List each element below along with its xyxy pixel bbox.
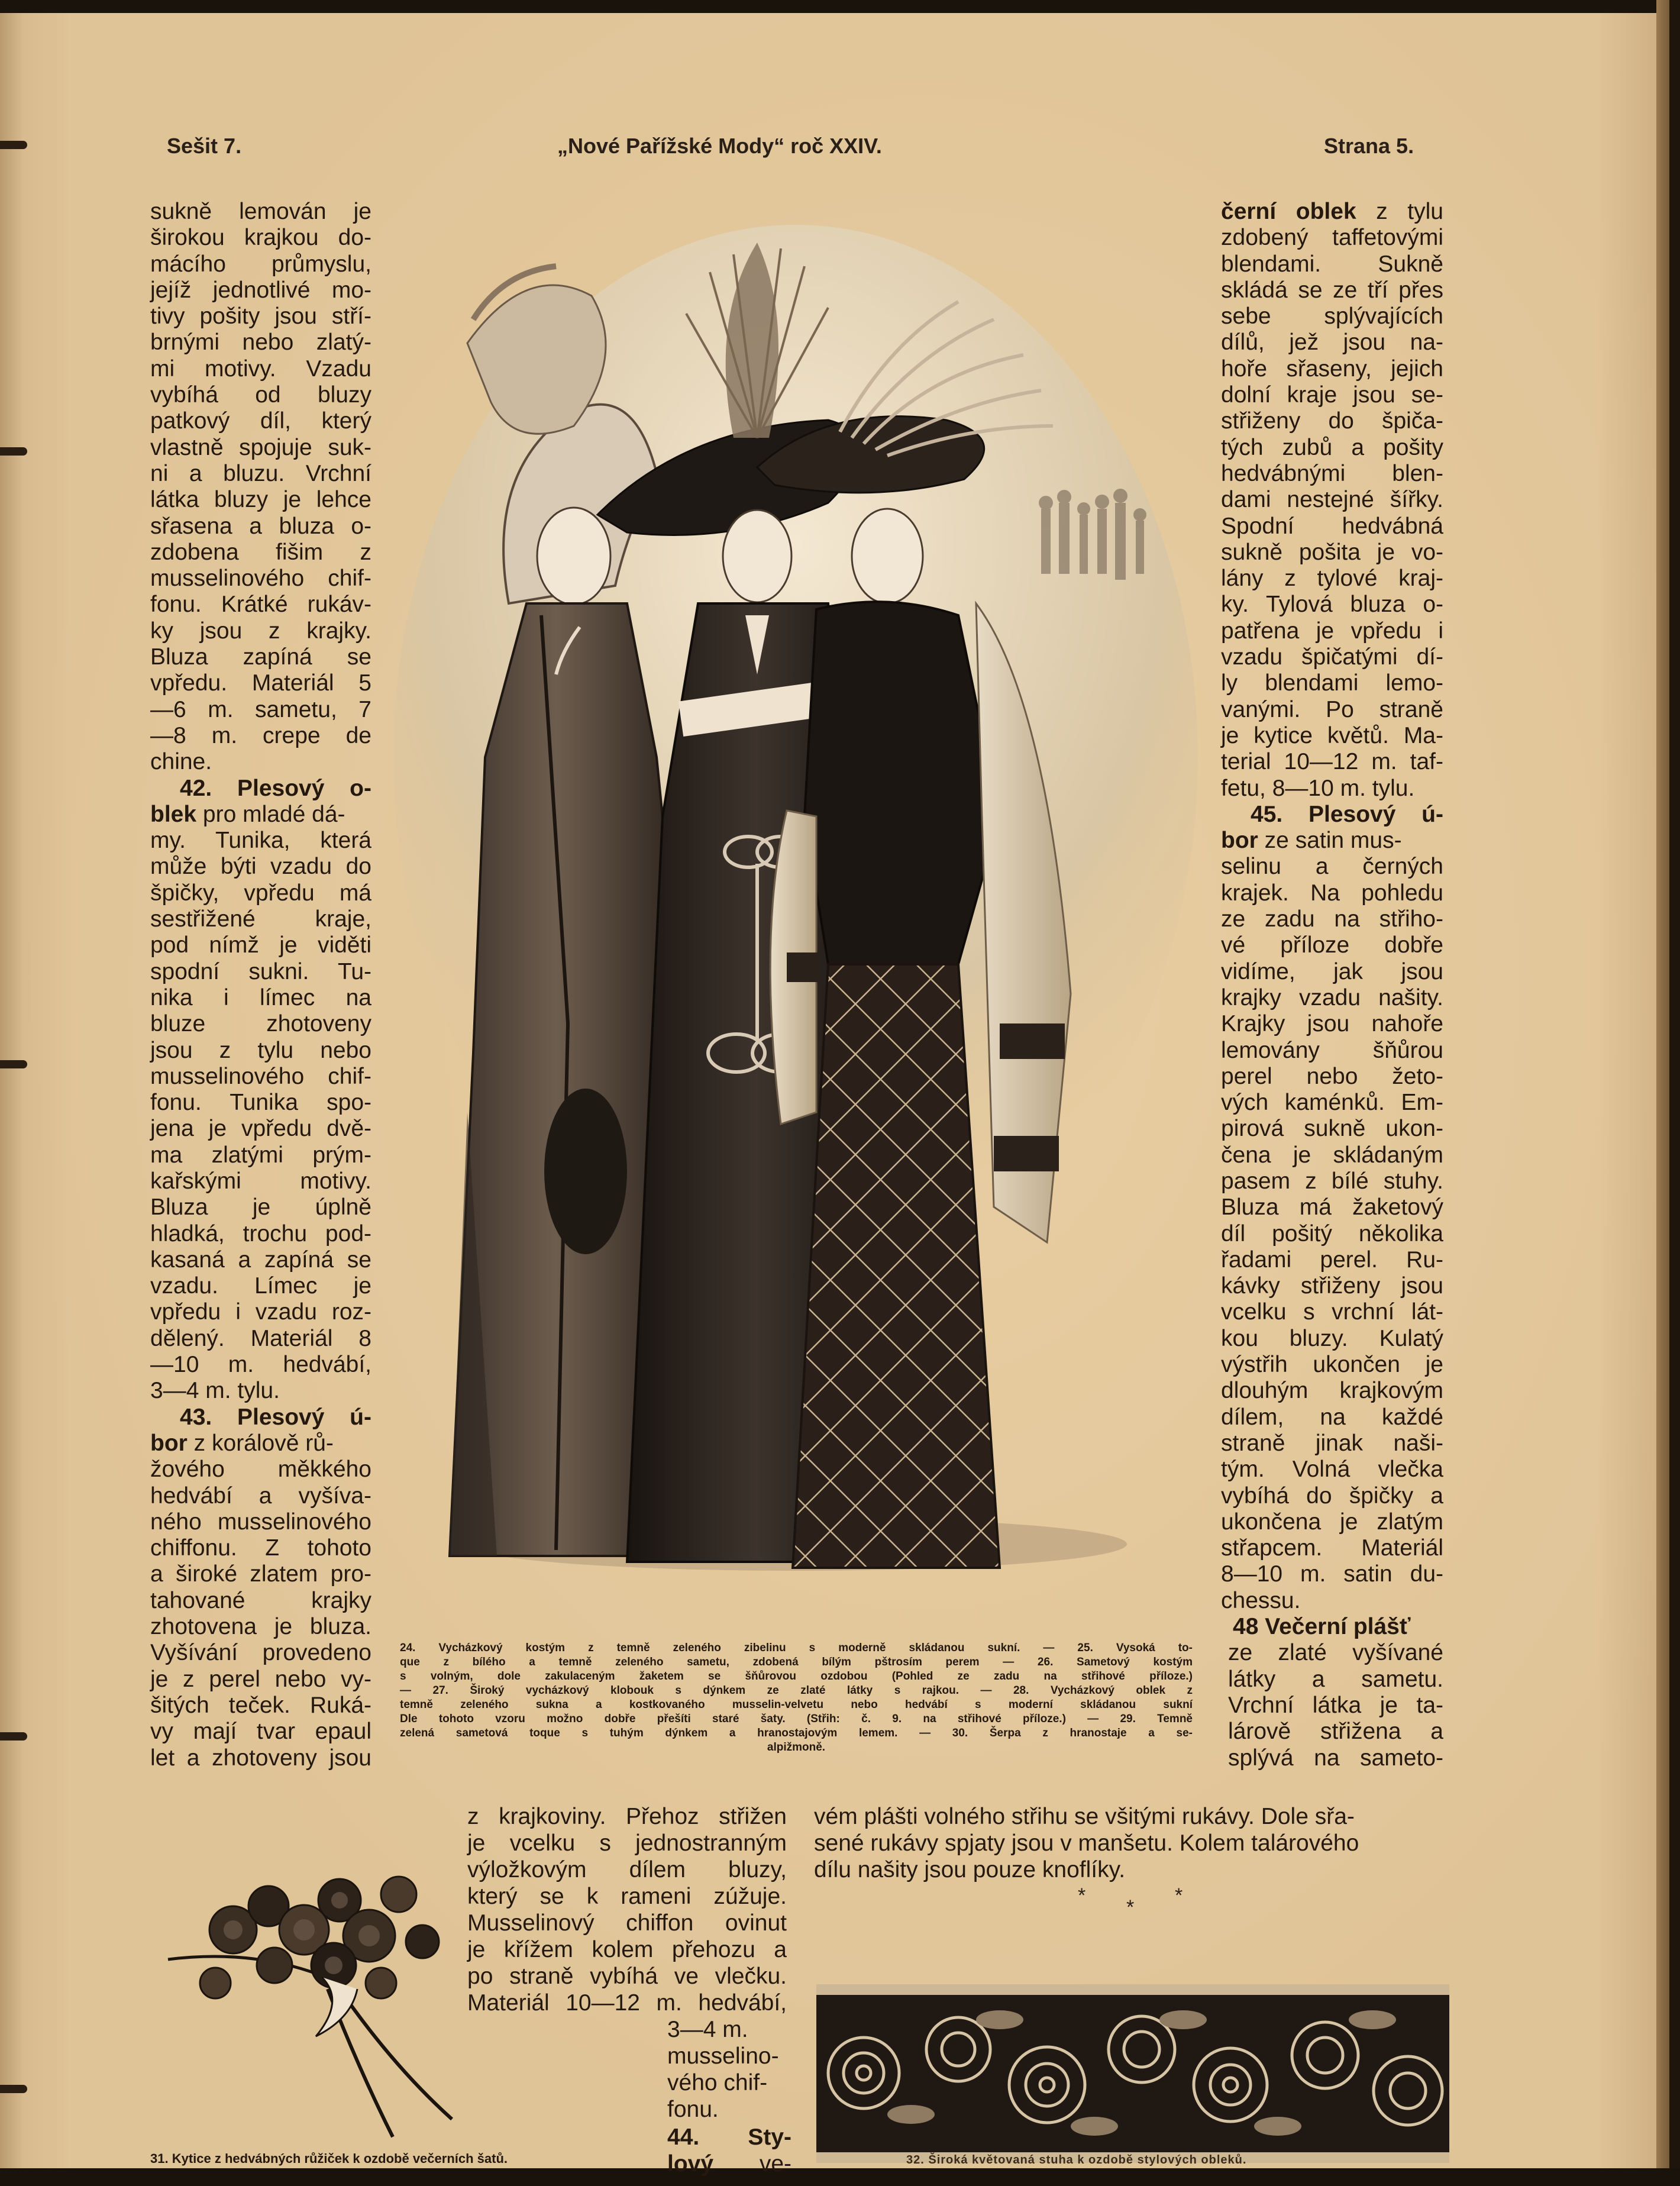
item-48-text xyxy=(1221,1640,1443,1771)
text-line: vé příloze dobře xyxy=(1221,932,1443,958)
text-line: díl pošitý několika xyxy=(1221,1220,1443,1247)
text-line: výložkovým dílem bluzy, xyxy=(467,1857,787,1883)
text-line: chiffonu. Z tohoto xyxy=(150,1535,371,1561)
text-line: tých zubů a pošity xyxy=(1221,434,1443,460)
text-line: čena je skládaným xyxy=(1221,1142,1443,1168)
text-line: šitých teček. Ruká- xyxy=(150,1692,371,1718)
text-line: dlouhým krajkovým xyxy=(1221,1378,1443,1404)
left-text-column xyxy=(150,199,371,1771)
text-line: je vcelku s jednostranným xyxy=(467,1830,787,1856)
text-line: dílem, na každé xyxy=(1221,1404,1443,1430)
text-line: vém plášti volného střihu se všitými rukávy. Dole sřa- xyxy=(814,1804,1355,1829)
text-line: vybíhá od bluzy xyxy=(150,382,371,408)
text-line: lány z tylové kraj- xyxy=(1221,566,1443,592)
text-line: nika i límec na xyxy=(150,984,371,1010)
item-44-heading: 44. Sty- lový ve- xyxy=(667,2124,791,2177)
item-45-text xyxy=(1221,854,1443,1614)
text-line: ného musselinového xyxy=(150,1509,371,1535)
text-line: —8 m. crepe de xyxy=(150,722,371,748)
section-divider-stars: * * * xyxy=(1078,1884,1183,1919)
text-line: spodní sukni. Tu- xyxy=(150,958,371,984)
caption-line: zelená sametová toque s tuhým dýnkem a hranostajovým lemem. — 30. Šerpa z hranostaje a se- xyxy=(400,1727,1193,1739)
item-43-heading-b: bor z korálově rů- xyxy=(150,1430,334,1456)
text-line: sukně pošita je vo- xyxy=(1221,539,1443,565)
header-issue: Sešit 7. xyxy=(167,134,242,158)
text-line: vzadu špičatými dí- xyxy=(1221,644,1443,670)
text-line: 3—4 m. xyxy=(667,2017,748,2042)
text-line: látky a sametu. xyxy=(1228,1666,1443,1692)
text-line: vých kaménků. Em- xyxy=(1221,1090,1443,1116)
text-line: krajky vzadu našity. xyxy=(1221,984,1443,1010)
text-line: Vyšívání provedeno xyxy=(150,1640,371,1666)
text-line: 3—4 m. tylu. xyxy=(150,1378,280,1404)
text-line: vpředu i vzadu roz- xyxy=(150,1299,371,1325)
text-line: sukně lemován je xyxy=(150,199,371,224)
text-line: —6 m. sametu, 7 xyxy=(150,696,371,722)
text-line: vého chif- xyxy=(667,2070,768,2095)
text-line: špičky, vpředu má xyxy=(150,880,371,906)
caption-line: temně zeleného sukna a kostkovaného musselin-velvetu nebo hedvábí s moderní skládanou sukní xyxy=(400,1699,1193,1711)
text-line: a široké zlatem pro- xyxy=(150,1561,371,1587)
text-line: dami nestejné šířky. xyxy=(1221,487,1443,513)
text-line: my. Tunika, která xyxy=(150,828,371,854)
item-44-continuation-heading: černí oblek z tylu xyxy=(1221,199,1443,224)
item-42-heading-b: blek pro mladé dá- xyxy=(150,801,345,827)
text-line: ukončena je zlatým xyxy=(1221,1509,1443,1535)
text-line: může býti vzadu do xyxy=(150,854,371,880)
silk-rose-bouquet-illustration xyxy=(144,1841,647,2149)
text-line: zhotovena je bluza. xyxy=(150,1614,371,1640)
text-line: mi motivy. Vzadu xyxy=(150,356,371,382)
caption-line: Dle tohoto vzoru možno dobře přešíti staré šaty. (Střih: č. 9. na střihové příloze.) — 29. Temně xyxy=(400,1713,1193,1725)
text-line: fonu. Tunika spo- xyxy=(150,1090,371,1116)
text-line: širokou krajkou do- xyxy=(150,225,371,251)
scan-edge-top xyxy=(0,0,1680,13)
header-title: „Nové Pařížské Mody“ roč XXIV. xyxy=(557,134,882,158)
text-line: Bluza je úplně xyxy=(150,1194,371,1220)
text-line: kou bluzy. Kulatý xyxy=(1221,1325,1443,1351)
text-line: vpředu. Materiál 5 xyxy=(150,670,371,696)
text-line: kávky střiženy jsou xyxy=(1221,1273,1443,1299)
text-line: 8—10 m. satin du- xyxy=(1221,1561,1443,1587)
text-line: pod nímž je viděti xyxy=(150,932,371,958)
text-line: vanými. Po straně xyxy=(1221,696,1443,722)
item-43-heading: 43. Plesový ú- xyxy=(180,1404,371,1430)
text-line: tým. Volná vlečka xyxy=(1221,1457,1443,1483)
text-line: chessu. xyxy=(1221,1587,1301,1613)
text-line: selinu a černých xyxy=(1221,854,1443,880)
text-line: vcelku s vrchní lát- xyxy=(1221,1299,1443,1325)
scan-edge-right-dark xyxy=(1669,0,1680,2186)
fashion-illustration-three-women xyxy=(379,225,1213,1609)
text-line: terial 10—12 m. taf- xyxy=(1221,749,1443,775)
text-line: hladká, trochu pod- xyxy=(150,1220,371,1247)
text-line: žového měkkého xyxy=(150,1457,371,1483)
text-line: z krajkoviny. Přehoz střižen xyxy=(467,1804,787,1829)
text-line: Musselinový chiffon ovinut xyxy=(467,1910,787,1936)
text-line: fonu. xyxy=(667,2097,719,2122)
text-line: lárově střižena a xyxy=(1228,1719,1443,1745)
text-line: zdobený taffetovými xyxy=(1221,225,1443,251)
text-line: brnými nebo zlatý- xyxy=(150,330,371,356)
text-line: fonu. Krátké rukáv- xyxy=(150,592,371,618)
caption-line: — 27. Široký vycházkový klobouk s dýnkem ze zlaté látky s rajkou. — 28. Vycházkový oblek z xyxy=(400,1684,1193,1697)
text-line: hedvábí a vyšíva- xyxy=(150,1483,371,1509)
text-line: kasaná a zapíná se xyxy=(150,1247,371,1273)
text-line: látka bluzy je lehce xyxy=(150,487,371,513)
text-line: pirová sukně ukon- xyxy=(1221,1116,1443,1142)
text-line: tahované krajky xyxy=(150,1587,371,1613)
text-line: ly blendami lemo- xyxy=(1221,670,1443,696)
text-line: střiženy do špiča- xyxy=(1221,408,1443,434)
text-line: blendami. Sukně xyxy=(1221,251,1443,277)
item-41-continuation xyxy=(150,199,371,776)
text-line: mácího průmyslu, xyxy=(150,251,371,277)
text-line: jsou z tylu nebo xyxy=(150,1037,371,1063)
text-line: splývá na sameto- xyxy=(1228,1745,1443,1771)
caption-line: 24. Vycházkový kostým z temně zeleného zibelinu s moderně skládanou sukní. — 25. Vysoká to- xyxy=(400,1642,1193,1654)
text-line: Bluza má žaketový xyxy=(1221,1194,1443,1220)
text-line: dílu našity jsou pouze knoflíky. xyxy=(814,1857,1126,1883)
text-line: vy mají tvar epaul xyxy=(150,1719,371,1745)
item-45-heading-b: bor ze satin mus- xyxy=(1221,828,1402,854)
text-line: ky. Tylová bluza o- xyxy=(1221,592,1443,618)
text-line: Krajky jsou nahoře xyxy=(1221,1011,1443,1037)
text-line: výstřih ukončen je xyxy=(1221,1352,1443,1378)
text-line: po straně vybíhá ve vlečku. xyxy=(467,1964,787,1989)
text-line: sebe splývajících xyxy=(1221,303,1443,330)
text-line: ze zadu na střiho- xyxy=(1221,906,1443,932)
caption-line: que z bílého a temně zeleného sametu, zdobená bílým pštrosím perem — 26. Sametový kostým xyxy=(400,1656,1193,1668)
text-line: je kytice květů. Ma- xyxy=(1221,722,1443,748)
text-line: sené rukávy spjaty jsou v manšetu. Kolem talárového xyxy=(814,1830,1359,1856)
text-line: dílů, jež jsou na- xyxy=(1221,330,1443,356)
text-line: skládá se ze tří přes xyxy=(1221,277,1443,303)
text-line: musselinového chif- xyxy=(150,1063,371,1089)
text-line: patřena je vpředu i xyxy=(1221,618,1443,644)
text-line: jejíž jednotlivé mo- xyxy=(150,277,371,303)
text-line: patkový díl, který xyxy=(150,408,371,434)
text-line: perel nebo žeto- xyxy=(1221,1063,1443,1089)
item-42-text xyxy=(150,828,371,1404)
item-44-continuation xyxy=(1221,225,1443,802)
text-line: řadami perel. Ru- xyxy=(1221,1247,1443,1273)
text-line: dolní kraje jsou se- xyxy=(1221,382,1443,408)
text-line: fetu, 8—10 m. tylu. xyxy=(1221,775,1415,801)
text-line: vidíme, jak jsou xyxy=(1221,958,1443,984)
caption-figure-31: 31. Kytice z hedvábných růžiček k ozdobě večerních šatů. xyxy=(150,2151,508,2166)
illustration-caption: 24. Vycházkový kostým z temně zeleného zibelinu s moderně skládanou sukní. — 25. Vysoká to- que z bílého a temně zeleného sametu, zdobená bílým pštrosím perem — 26. Sametový kostým s volným, dole zakulaceným žaketem se šňůrovou ozdobou (Pohled ze zadu na střihové příloze.) — 27. Široký vycházkový klobouk s dýnkem ze zlaté látky s rajkou. — 28. Vycházkový oblek z temně zeleného sukna a kostkovaného musselin-velvetu nebo hedvábí s moderní skládanou sukní Dle tohoto vzoru možno dobře přešíti staré šaty. (Střih: č. 9. na střihové příloze.) — 29. Temně zelená sametová toque s tuhým dýnkem a hranostajovým lemem. — 30. Šerpa z hranostaje a se- alpižmoně. xyxy=(400,1642,1193,1754)
text-line: ze zlaté vyšívané xyxy=(1228,1640,1443,1666)
text-line: jena je vpředu dvě- xyxy=(150,1116,371,1142)
scan-edge-bottom xyxy=(0,2168,1680,2186)
text-line: lemovány šňůrou xyxy=(1221,1037,1443,1063)
item-43-text xyxy=(150,1457,371,1771)
text-line: chine. xyxy=(150,749,212,775)
text-line: bluze zhotoveny xyxy=(150,1011,371,1037)
text-line: musselino- xyxy=(667,2043,779,2069)
text-line: Vrchní látka je ta- xyxy=(1228,1692,1443,1718)
text-line: hoře sřaseny, jejich xyxy=(1221,356,1443,382)
right-text-column xyxy=(1221,199,1443,1771)
text-line: Spodní hedvábná xyxy=(1221,513,1443,539)
text-line: ni a bluzu. Vrchní xyxy=(150,460,371,486)
text-line: sřasena a bluza o- xyxy=(150,513,371,539)
text-line: je křížem kolem přehozu a xyxy=(467,1937,787,1962)
item-45-heading: 45. Plesový ú- xyxy=(1251,801,1443,827)
text-line: —10 m. hedvábí, xyxy=(150,1352,371,1378)
text-line: kařskými motivy. xyxy=(150,1168,371,1194)
item-42-heading: 42. Plesový o- xyxy=(180,775,371,801)
text-line: hedvábnými blen- xyxy=(1221,460,1443,486)
text-line: ky jsou z krajky. xyxy=(150,618,371,644)
text-line: zdobena fišim z xyxy=(150,539,371,565)
text-line: pasem z bílé stuhy. xyxy=(1221,1168,1443,1194)
text-line: dělený. Materiál 8 xyxy=(150,1325,371,1351)
item-48-continuation xyxy=(814,1803,1447,1883)
text-line: ma zlatými prým- xyxy=(150,1142,371,1168)
item-48-heading: 48 Večerní plášť xyxy=(1233,1614,1411,1640)
caption-line: s volným, dole zakulaceným žaketem se šňůrovou ozdobou (Pohled ze zadu na střihové příloze.) xyxy=(400,1670,1193,1683)
text-line: vzadu. Límec je xyxy=(150,1273,371,1299)
text-line: je z perel nebo vy- xyxy=(150,1666,371,1692)
text-line: let a zhotoveny jsou xyxy=(150,1745,371,1771)
text-line: krajek. Na pohledu xyxy=(1221,880,1443,906)
text-line: Bluza zapíná se xyxy=(150,644,371,670)
caption-figure-32: 32. Široká květovaná stuha k ozdobě stylových obleků. xyxy=(906,2153,1247,2166)
text-line: sestřižené kraje, xyxy=(150,906,371,932)
text-line: který se k rameni zúžuje. xyxy=(467,1884,787,1909)
text-line: vybíhá do špičky a xyxy=(1221,1483,1443,1509)
text-line: musselinového chif- xyxy=(150,566,371,592)
header-page-number: Strana 5. xyxy=(1324,134,1414,158)
floral-ribbon-illustration xyxy=(816,1984,1449,2163)
text-line: Materiál 10—12 m. hedvábí, xyxy=(467,1990,787,2016)
text-line: vlastně spojuje suk- xyxy=(150,434,371,460)
text-line: straně jinak naši- xyxy=(1221,1430,1443,1456)
text-line: střapcem. Materiál xyxy=(1221,1535,1443,1561)
text-line: tivy pošity jsou stří- xyxy=(150,303,371,330)
